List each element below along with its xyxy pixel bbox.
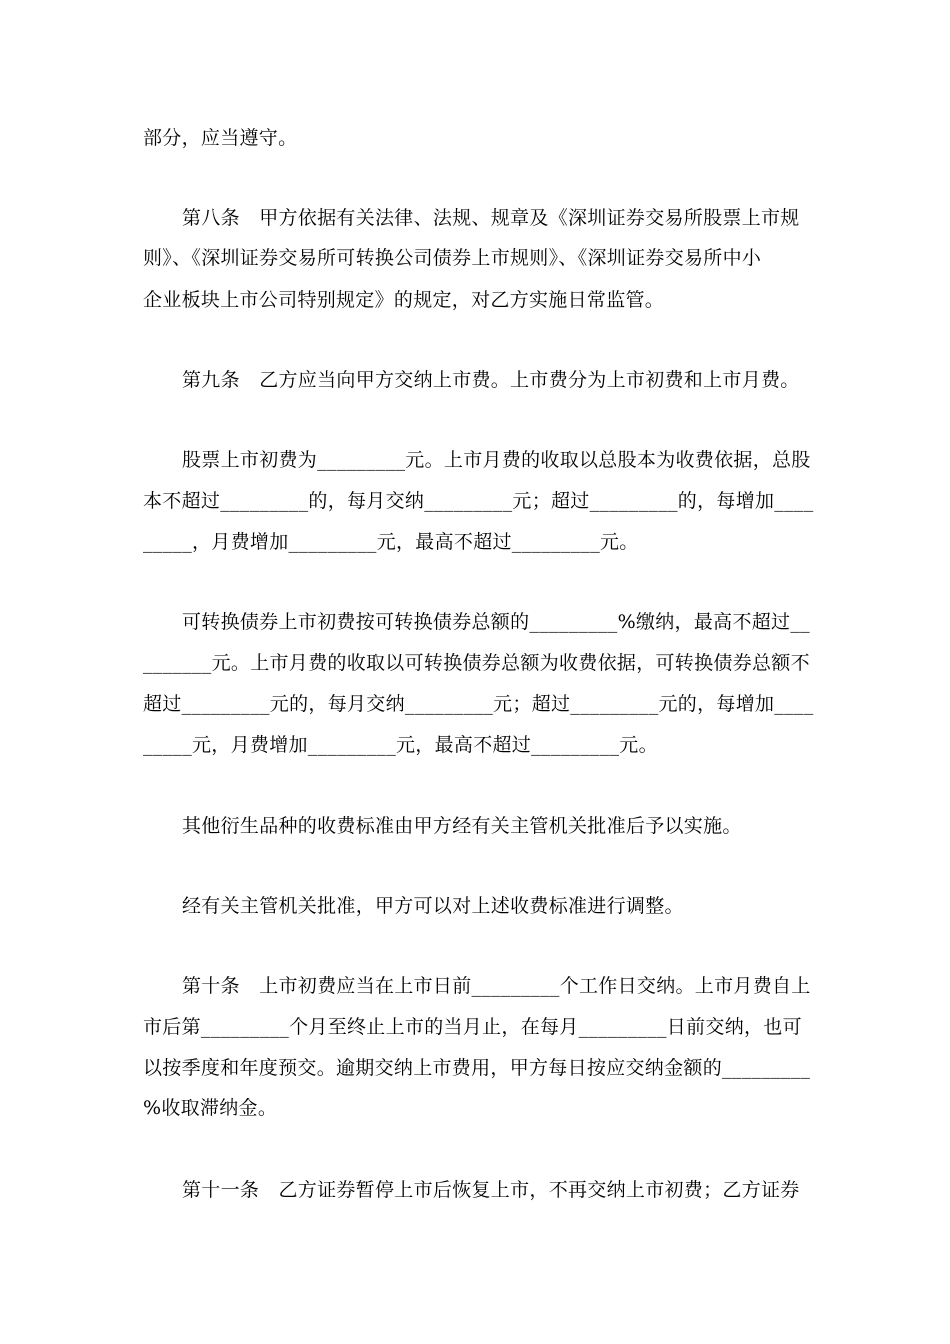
text-line: 超过_________元的，每月交纳_________元；超过_________元的，每增加____ — [143, 693, 814, 715]
text-line: 第九条 乙方应当向甲方交纳上市费。上市费分为上市初费和上市月费。 — [182, 369, 800, 391]
text-line: _______元。上市月费的收取以可转换债券总额为收费依据，可转换债券总额不 — [143, 652, 810, 674]
text-line: 股票上市初费为_________元。上市月费的收取以总股本为收费依据，总股 — [182, 449, 811, 471]
text-line: 则》、《深圳证券交易所可转换公司债券上市规则》、《深圳证券交易所中小 — [143, 247, 762, 269]
text-line: 部分，应当遵守。 — [143, 127, 298, 149]
text-line: _____，月费增加_________元，最高不超过_________元。 — [143, 531, 639, 553]
text-line: 经有关主管机关批准，甲方可以对上述收费标准进行调整。 — [182, 895, 684, 917]
text-line: 第八条 甲方依据有关法律、法规、规章及《深圳证券交易所股票上市规 — [182, 207, 800, 229]
text-line: 企业板块上市公司特别规定》的规定，对乙方实施日常监管。 — [143, 289, 665, 311]
text-line: 第十条 上市初费应当在上市日前_________个工作日交纳。上市月费自上 — [182, 975, 811, 997]
text-line: 以按季度和年度预交。逾期交纳上市费用，甲方每日按应交纳金额的_________ — [143, 1057, 811, 1079]
text-line: 第十一条 乙方证券暂停上市后恢复上市，不再交纳上市初费；乙方证券 — [182, 1179, 800, 1201]
text-line: _____元，月费增加_________元，最高不超过_________元。 — [143, 734, 658, 756]
text-line: 其他衍生品种的收费标准由甲方经有关主管机关批准后予以实施。 — [182, 815, 742, 837]
text-line: 本不超过_________的，每月交纳_________元；超过_________的，每增加____ — [143, 490, 814, 512]
text-line: 可转换债券上市初费按可转换债券总额的_________%缴纳，最高不超过__ — [182, 611, 810, 633]
text-line: 市后第_________个月至终止上市的当月止，在每月_________日前交纳，也可 — [143, 1016, 802, 1038]
text-line: %收取滞纳金。 — [143, 1097, 278, 1119]
